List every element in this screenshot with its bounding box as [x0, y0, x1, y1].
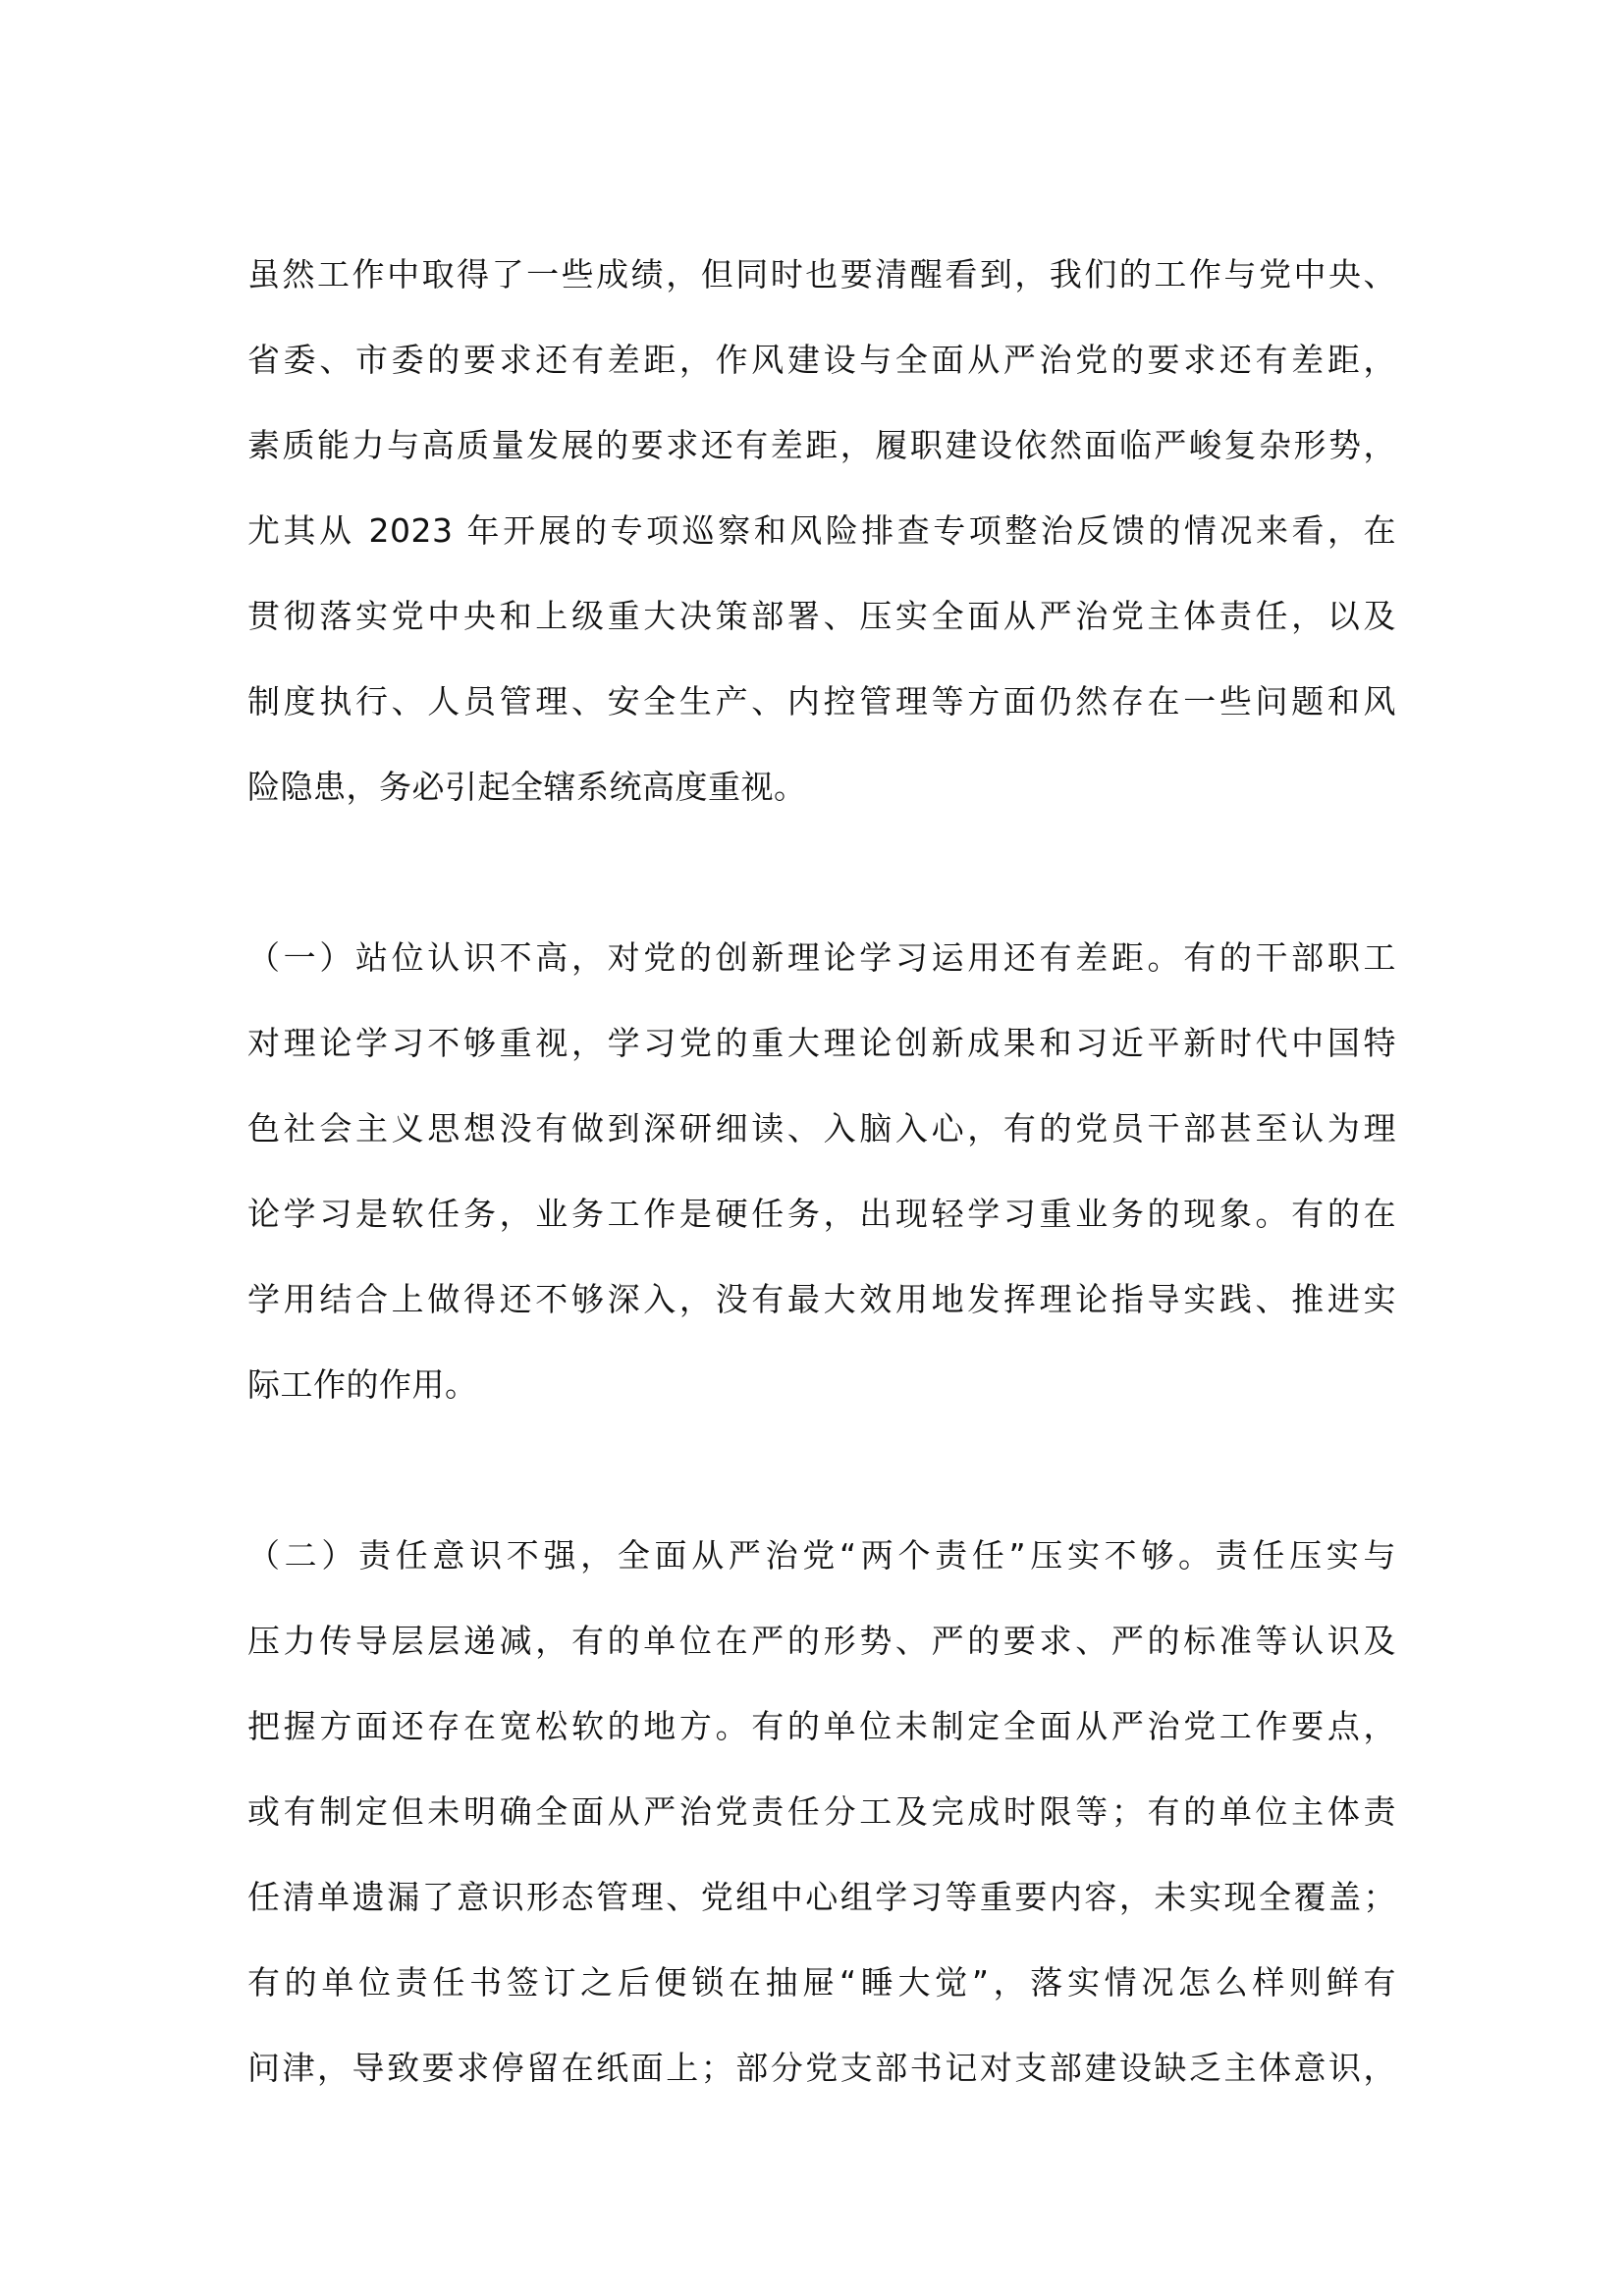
paragraph-line: （二）责任意识不强，全面从严治党“两个责任”压实不够。责任压实与	[247, 1536, 1396, 1575]
paragraph-intro	[247, 232, 1396, 829]
paragraph-line: 险隐患，务必引起全辖系统高度重视。	[247, 768, 807, 806]
paragraph-line: 或有制定但未明确全面从严治党责任分工及完成时限等；有的单位主体责	[247, 1792, 1396, 1831]
paragraph-section-one	[247, 915, 1396, 1427]
paragraph-line: 对理论学习不够重视，学习党的重大理论创新成果和习近平新时代中国特	[247, 1024, 1396, 1062]
paragraph-line: 省委、市委的要求还有差距，作风建设与全面从严治党的要求还有差距，	[247, 341, 1396, 379]
paragraph-line: 学用结合上做得还不够深入，没有最大效用地发挥理论指导实践、推进实	[247, 1280, 1396, 1318]
paragraph-line: 尤其从 2023 年开展的专项巡察和风险排查专项整治反馈的情况来看，在	[247, 511, 1396, 550]
paragraph-spacer	[247, 1427, 1396, 1513]
paragraph-line: 有的单位责任书签订之后便锁在抽屉“睡大觉”，落实情况怎么样则鲜有	[247, 1963, 1396, 2002]
paragraph-line: （一）站位认识不高，对党的创新理论学习运用还有差距。有的干部职工	[247, 938, 1396, 977]
paragraph-line: 论学习是软任务，业务工作是硬任务，出现轻学习重业务的现象。有的在	[247, 1195, 1396, 1233]
paragraph-line: 问津，导致要求停留在纸面上；部分党支部书记对支部建设缺乏主体意识，	[247, 2049, 1396, 2087]
paragraph-line: 贯彻落实党中央和上级重大决策部署、压实全面从严治党主体责任，以及	[247, 597, 1396, 635]
paragraph-line: 任清单遗漏了意识形态管理、党组中心组学习等重要内容，未实现全覆盖；	[247, 1878, 1396, 1916]
paragraph-line: 际工作的作用。	[247, 1365, 478, 1404]
paragraph-line: 制度执行、人员管理、安全生产、内控管理等方面仍然存在一些问题和风	[247, 682, 1396, 721]
paragraph-line: 素质能力与高质量发展的要求还有差距，履职建设依然面临严峻复杂形势，	[247, 426, 1396, 464]
paragraph-line: 把握方面还存在宽松软的地方。有的单位未制定全面从严治党工作要点，	[247, 1707, 1396, 1745]
paragraph-line: 色社会主义思想没有做到深研细读、入脑入心，有的党员干部甚至认为理	[247, 1109, 1396, 1148]
paragraph-line: 虽然工作中取得了一些成绩，但同时也要清醒看到，我们的工作与党中央、	[247, 255, 1396, 294]
document-body	[247, 232, 1396, 2110]
paragraph-line: 压力传导层层递减，有的单位在严的形势、严的要求、严的标准等认识及	[247, 1622, 1396, 1660]
paragraph-spacer	[247, 829, 1396, 915]
paragraph-section-two	[247, 1513, 1396, 2110]
